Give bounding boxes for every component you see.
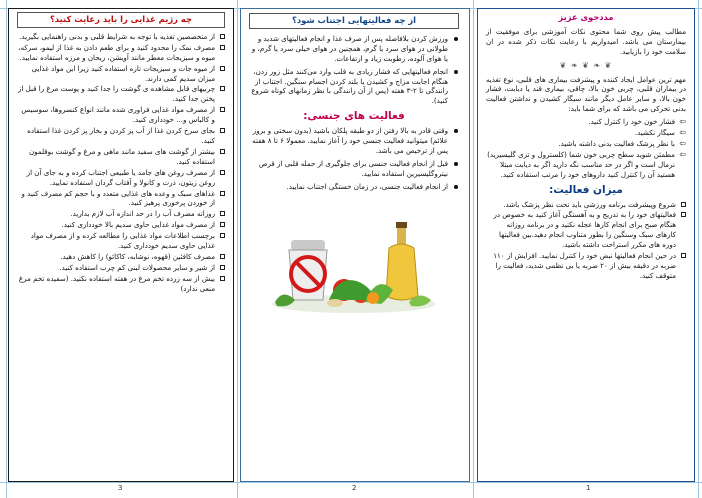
square-bullet-icon: [220, 170, 225, 175]
risk-paragraph: مهم ترین عوامل ایجاد کننده و پیشرفت بیماری های قلبی، نوع تغذیه در بیماران قلبی، چربی خون بالا، چاقی، بیماری قند یا دیابت، فشار خون بالا، و سایر عامل دیگر مانند سیگار کشیدن و نداشتن فعالیت بدنی تحرکی می باشد که برای شما باید:: [486, 74, 686, 114]
list-item: برچسب اطلاعات مواد غذایی را مطالعه کرده و از مصرف مواد غذایی حاوی سدیم خودداری کنید.: [17, 231, 225, 251]
list-item: در حین انجام فعالیتها نبض خود را کنترل نمایید. افزایش از ۱۱۰ ضربه در دقیقه بیش از ۲۰ ضربه یا بی نظمی شدید، فعالیت را متوقف کنید.: [486, 251, 686, 281]
arrow-left-icon: ⇦: [679, 149, 686, 159]
arrow-left-icon: ⇦: [679, 117, 686, 127]
panel-activities: [240, 8, 470, 482]
square-bullet-icon: [220, 128, 225, 133]
square-bullet-icon: [681, 202, 686, 207]
panel-diet: [8, 8, 234, 482]
list-item: بجای سرخ کردن غذا از آب پز کردن و بخار پز کردن غذا استفاده کنید.: [17, 126, 225, 146]
square-bullet-icon: [220, 86, 225, 91]
square-bullet-icon: [681, 212, 686, 217]
dot-bullet-icon: [454, 185, 458, 189]
page-number-3: 3: [118, 484, 123, 492]
list-item: از مصرف روغن های جامد یا طبیعی اجتناب کرده و به جای آن از روغن زیتون، ذرت و کانولا و آفتاب گردان استفاده نمایید.: [17, 168, 225, 188]
list-item: قبل از انجام فعالیت جنسی برای جلوگیری از حمله قلبی از قرص نیتروگلیسیرین استفاده نمایید.: [249, 159, 459, 179]
list-item: روزانه مصرف آب را در حد اندازه آب لازم بدارید.: [17, 209, 225, 219]
square-bullet-icon: [220, 45, 225, 50]
list-item: بیش از سه زرده تخم مرغ در هفته استفاده نکنید. (سفیده تخم مرغ منعی ندارد): [17, 274, 225, 294]
diet-list: [17, 32, 225, 294]
square-bullet-icon: [220, 265, 225, 270]
square-bullet-icon: [220, 233, 225, 238]
square-bullet-icon: [220, 34, 225, 39]
no-salt-food-illustration: [269, 204, 439, 316]
dot-bullet-icon: [454, 162, 458, 166]
list-item: چربیهای قابل مشاهده ی گوشت را جدا کنید و پوست مرغ را قبل از پختن جدا کنید.: [17, 84, 225, 104]
square-bullet-icon: [220, 66, 225, 71]
list-item: از متخصصین تغذیه با توجه به شرایط قلبی و بدنی راهنمایی بگیرید.: [17, 32, 225, 42]
square-bullet-icon: [681, 253, 686, 258]
sex-list: [249, 126, 459, 191]
list-item: از مصرف مواد غذایی حاوی سدیم بالا خودداری کنید.: [17, 220, 225, 230]
dot-bullet-icon: [454, 37, 458, 41]
list-item: مصرف کافئین (قهوه، نوشابه، کاکائو) را کاهش دهید.: [17, 252, 225, 262]
activity-list: [486, 200, 686, 281]
avoid-list: [249, 34, 459, 106]
list-item: انجام فعالیتهایی که فشار زیادی به قلب وارد می‌کنند مثل زور زدن، هنگام اجابت مزاج و کشیدن یا بلند کردن اجسام سنگین. اجتناب از رانندگی تا ۲-۳ هفته (پس از آن رانندگی با نظر زمانهای کوتاه شروع کنید).: [249, 67, 459, 107]
sex-heading: فعالیت های جنسی:: [303, 110, 405, 123]
intro-paragraph: مطالب پیش روی شما محتوی نکات آموزشی برای موفقیت از بیمارستان می باشد. امیدواریم با رعایت نکات ذکر شده در ان سلامت خود را بازیابید.: [486, 26, 686, 56]
list-item: ورزش کردن بلافاصله پس از صرف غذا و انجام فعالیتهای شدید و طولانی در هوای سرد یا گرم، همچنین در هوای خیلی سرد یا گرم، و یا هوای آلوده، رطوبت زیاد و ارتفاعات.: [249, 34, 459, 64]
list-item: غذاهای سبک و وعده های غذایی متعدد و با حجم کم مصرف کنید و از خوردن پرخوری پرهیز کنید.: [17, 189, 225, 209]
risk-list: [486, 117, 686, 179]
list-item: از شیر و سایر محصولات لبنی کم چرب استفاده کنید.: [17, 263, 225, 273]
list-item: ⇦ سیگار نکشید.: [634, 128, 686, 138]
list-item: از میوه جات و سبزیجات تازه استفاده کنید زیرا این مواد غذایی میزان سدیم کمی دارند.: [17, 64, 225, 84]
dot-bullet-icon: [454, 129, 458, 133]
square-bullet-icon: [220, 254, 225, 259]
diet-title: چه رژیم غذایی را باید رعایت کنید؟: [17, 12, 225, 28]
square-bullet-icon: [220, 149, 225, 154]
page-number-2: 2: [352, 484, 357, 492]
list-item: ⇦ با نظر پزشک فعالیت بدنی داشته باشید.: [558, 138, 686, 148]
activity-heading: میزان فعالیت:: [549, 183, 623, 196]
list-item: از انجام فعالیت جنسی، در زمان خستگی اجتناب نمایید.: [249, 182, 459, 192]
square-bullet-icon: [220, 222, 225, 227]
square-bullet-icon: [220, 107, 225, 112]
arrow-left-icon: ⇦: [679, 128, 686, 138]
panel-intro: [477, 8, 695, 482]
dot-bullet-icon: [454, 70, 458, 74]
list-item: ⇦ مطمئن شوید سطح چربی خون شما (کلسترول و تری گلیسیرید) نرمال است و اگر در حد مناسب نگه دارید اگر به دیابت مبتلا هستید آن را کنترل کنید داروهای خود را مرتب استفاده کنید.: [487, 149, 686, 179]
square-bullet-icon: [220, 191, 225, 196]
list-item: وقتی قادر به بالا رفتن از دو طبقه پلکان باشید (بدون سختی و بروز علائم) میتوانید فعالیت جنسی خود را آغاز نمایید. معمولا ۶ تا ۸ هفته پس از ترخیص می باشد.: [249, 126, 459, 156]
arrow-left-icon: ⇦: [679, 138, 686, 148]
page-number-1: 1: [586, 484, 591, 492]
list-item: از مصرف مواد غذایی فراوری شده مانند انواع کنسروها، سوسیس و کالباس و... خودداری کنید.: [17, 105, 225, 125]
list-item: ⇦ فشار خون خود را کنترل کنید.: [588, 117, 686, 127]
list-item: شروع وپیشرفت برنامه ورزشی باید تحت نظر پزشک باشد.: [486, 200, 686, 210]
divider-ornament: ❦ ❧ ❦ ❧ ❦: [559, 60, 613, 70]
avoid-title: از چه فعالیتهایی اجتناب شود؟: [249, 13, 459, 29]
list-item: فعالیتهای خود را به تدریج و به آهستگی آغاز کنید به خصوص در هنگام صبح برای انجام کارها عجله نکنید و در برنامه روزانه کارهای سبک وسنگین را بطور متناوب انجام دهید.بین فعالیتها دوره های مکرر استراحت داشته باشید.: [486, 210, 686, 250]
list-item: بیشتر از گوشت های سفید مانند ماهی و مرغ و گوشت بوقلمون استفاده کنید.: [17, 147, 225, 167]
square-bullet-icon: [220, 211, 225, 216]
greeting: مددجوی عزیز: [558, 12, 614, 22]
square-bullet-icon: [220, 276, 225, 281]
list-item: مصرف نمک را محدود کنید و برای طعم دادن به غذا از لیمو، سرکه، میوه و سبزیجات معطر مانند آویشن، ریحان و مرزه استفاده نمایید.: [17, 43, 225, 63]
